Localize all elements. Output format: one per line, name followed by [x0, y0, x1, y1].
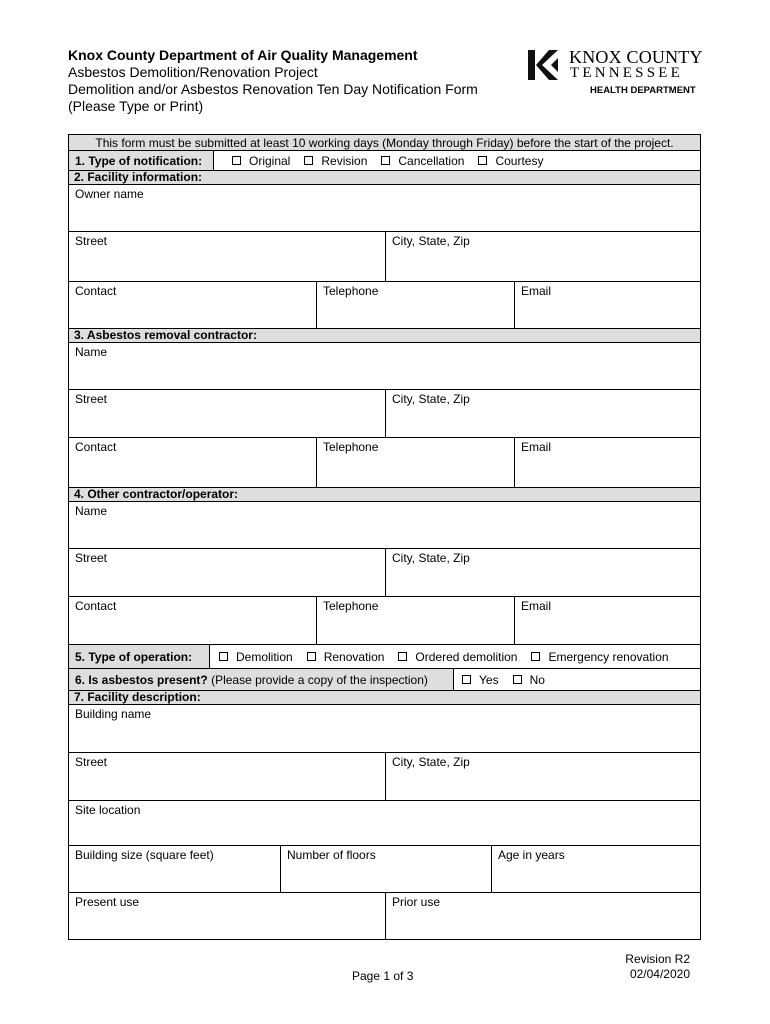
operator-telephone-field[interactable]: Telephone — [316, 597, 514, 644]
form-name: Demolition and/or Asbestos Renovation Ten Day Notification Form — [68, 81, 478, 97]
option-label: No — [529, 672, 545, 687]
operator-contact-field[interactable]: Contact — [75, 599, 117, 613]
department-title: Knox County Department of Air Quality Management — [68, 47, 418, 63]
section-asbestos-contractor-heading: 3. Asbestos removal contractor: — [68, 329, 701, 343]
section-notification-type — [68, 151, 701, 171]
option-label: Original — [249, 153, 291, 168]
option-demolition[interactable] — [219, 650, 293, 664]
option-ordered-demolition[interactable] — [398, 650, 517, 664]
section-facility-description-heading: 7. Facility description: — [68, 691, 701, 705]
contractor-name-field[interactable]: Name — [75, 345, 108, 359]
checkbox[interactable] — [462, 675, 471, 684]
checkbox[interactable] — [381, 156, 390, 165]
option-label: Courtesy — [495, 153, 544, 168]
present-use-field[interactable]: Present use — [75, 895, 140, 909]
option-label: Demolition — [236, 649, 293, 664]
operator-email-field[interactable]: Email — [514, 597, 700, 644]
checkbox[interactable] — [513, 675, 522, 684]
contractor-email-field[interactable]: Email — [514, 438, 700, 487]
option-label: Cancellation — [398, 153, 465, 168]
number-of-floors-field[interactable]: Number of floors — [280, 846, 491, 892]
contractor-contact-field[interactable]: Contact — [75, 440, 117, 454]
asbestos-present-label — [69, 669, 453, 690]
checkbox[interactable] — [219, 652, 228, 661]
facility-contact-field[interactable]: Contact — [75, 284, 117, 298]
option-original[interactable] — [232, 154, 290, 168]
checkbox[interactable] — [232, 156, 241, 165]
option-renovation[interactable] — [307, 650, 385, 664]
building-street-field[interactable]: Street — [75, 755, 108, 769]
project-subtitle: Asbestos Demolition/Renovation Project — [68, 64, 318, 80]
logo-line-1: KNOX COUNTY — [569, 47, 703, 67]
building-name-field[interactable]: Building name — [75, 707, 152, 721]
option-yes[interactable] — [462, 673, 499, 687]
asbestos-question: 6. Is asbestos present? — [75, 673, 208, 687]
site-location-field[interactable]: Site location — [75, 803, 141, 817]
print-instruction: (Please Type or Print) — [68, 98, 204, 114]
operator-name-field[interactable]: Name — [75, 504, 108, 518]
option-label: Ordered demolition — [415, 649, 518, 664]
option-courtesy[interactable] — [478, 154, 543, 168]
facility-email-field[interactable]: Email — [514, 282, 700, 328]
contractor-city-field[interactable]: City, State, Zip — [385, 390, 700, 437]
operator-city-field[interactable]: City, State, Zip — [385, 549, 700, 596]
checkbox[interactable] — [398, 652, 407, 661]
logo-line-2: TENNESSEE — [570, 65, 683, 81]
building-city-field[interactable]: City, State, Zip — [385, 753, 700, 800]
knox-county-logo — [528, 46, 703, 98]
checkbox[interactable] — [307, 652, 316, 661]
section-facility-heading: 2. Facility information: — [68, 171, 701, 185]
revision-label: Revision R2 — [625, 952, 690, 966]
facility-telephone-field[interactable]: Telephone — [316, 282, 514, 328]
facility-street-field[interactable]: Street — [75, 234, 108, 248]
checkbox[interactable] — [531, 652, 540, 661]
asbestos-note: (Please provide a copy of the inspection) — [211, 673, 428, 687]
k-logo-icon — [528, 50, 558, 80]
page-number: Page 1 of 3 — [352, 969, 414, 983]
submission-notice: This form must be submitted at least 10 working days (Monday through Friday) before the start of the project. — [68, 134, 701, 151]
option-label: Yes — [479, 672, 499, 687]
contractor-telephone-field[interactable]: Telephone — [316, 438, 514, 487]
age-in-years-field[interactable]: Age in years — [491, 846, 700, 892]
checkbox[interactable] — [478, 156, 487, 165]
notification-form — [68, 134, 701, 940]
facility-city-field[interactable]: City, State, Zip — [385, 232, 700, 281]
option-cancellation[interactable] — [381, 154, 464, 168]
owner-name-field[interactable]: Owner name — [75, 187, 144, 201]
option-label: Emergency renovation — [548, 649, 669, 664]
logo-line-3: HEALTH DEPARTMENT — [590, 85, 696, 96]
operator-street-field[interactable]: Street — [75, 551, 108, 565]
option-label: Renovation — [323, 649, 385, 664]
option-emergency-renovation[interactable] — [531, 650, 668, 664]
contractor-street-field[interactable]: Street — [75, 392, 108, 406]
option-no[interactable] — [513, 673, 545, 687]
revision-date: 02/04/2020 — [629, 967, 690, 981]
checkbox[interactable] — [304, 156, 313, 165]
notification-type-label: 1. Type of notification: — [69, 151, 213, 170]
section-other-contractor-heading: 4. Other contractor/operator: — [68, 488, 701, 502]
option-label: Revision — [321, 153, 368, 168]
prior-use-field[interactable]: Prior use — [385, 893, 700, 939]
section-asbestos-present — [68, 669, 701, 691]
option-revision[interactable] — [304, 154, 367, 168]
form-header — [68, 47, 528, 115]
building-size-field[interactable]: Building size (square feet) — [75, 848, 214, 862]
revision-info — [610, 952, 690, 982]
section-operation-type — [68, 645, 701, 669]
operation-type-label: 5. Type of operation: — [69, 645, 209, 668]
